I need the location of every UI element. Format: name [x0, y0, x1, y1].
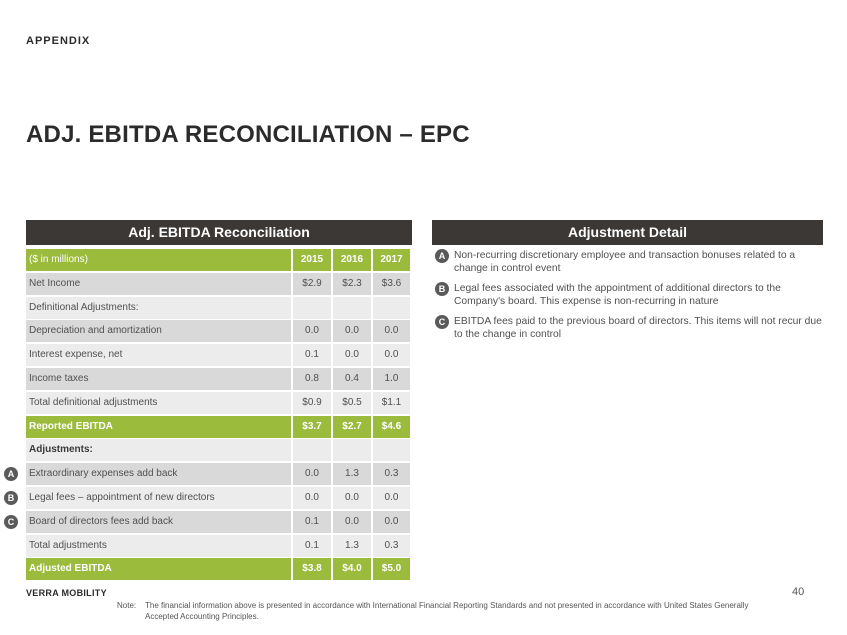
cell-value: $5.0 — [373, 558, 410, 580]
marker-c-badge: C — [4, 515, 18, 529]
cell-value — [333, 297, 371, 319]
table-header-row — [26, 249, 412, 271]
detail-item-a — [432, 249, 823, 275]
cell-value: 0.0 — [373, 511, 410, 533]
cell-value: $1.1 — [373, 392, 410, 414]
cell-value: 0.0 — [373, 344, 410, 366]
cell-value — [333, 439, 371, 461]
table-row-income-taxes — [26, 368, 412, 390]
cell-value: 0.0 — [293, 320, 331, 342]
page-number: 40 — [792, 586, 805, 598]
cell-value: $0.9 — [293, 392, 331, 414]
cell-value — [373, 439, 410, 461]
row-label: Adjusted EBITDA — [26, 558, 291, 580]
cell-value: 1.3 — [333, 463, 371, 485]
footnote-label: Note: — [117, 601, 137, 610]
marker-c-badge: C — [435, 315, 449, 329]
cell-value: $3.6 — [373, 273, 410, 295]
table-row-net-income — [26, 273, 412, 295]
table-row-depreciation — [26, 320, 412, 342]
adjustment-detail-panel-title: Adjustment Detail — [432, 220, 823, 245]
marker-a-badge: A — [435, 249, 449, 263]
row-label: Adjustments: — [26, 439, 291, 461]
row-label: Income taxes — [26, 368, 291, 390]
cell-value: $2.9 — [293, 273, 331, 295]
detail-item-b — [432, 282, 823, 308]
row-label: Board of directors fees add back — [26, 511, 291, 533]
row-label: Extraordinary expenses add back — [26, 463, 291, 485]
cell-value: 0.0 — [373, 487, 410, 509]
cell-value: 0.3 — [373, 535, 410, 557]
cell-value — [373, 297, 410, 319]
cell-value: $2.3 — [333, 273, 371, 295]
table-row-adjusted-ebitda — [26, 558, 412, 580]
row-label: Total definitional adjustments — [26, 392, 291, 414]
cell-value: 0.0 — [333, 320, 371, 342]
row-label: Legal fees – appointment of new directors — [26, 487, 291, 509]
cell-value: $3.8 — [293, 558, 331, 580]
year-header: 2016 — [333, 249, 371, 271]
cell-value: $4.6 — [373, 416, 410, 438]
cell-value: $4.0 — [333, 558, 371, 580]
table-row-adjustments-heading — [26, 439, 412, 461]
row-label: Definitional Adjustments: — [26, 297, 291, 319]
cell-value: 0.0 — [333, 487, 371, 509]
footer-brand: VERRA MOBILITY — [26, 588, 107, 598]
footnote — [117, 600, 777, 622]
cell-value: 0.1 — [293, 344, 331, 366]
marker-b-badge: B — [435, 282, 449, 296]
table-row-total-definitional — [26, 392, 412, 414]
cell-value: $0.5 — [333, 392, 371, 414]
units-label: ($ in millions) — [26, 249, 291, 271]
row-label: Reported EBITDA — [26, 416, 291, 438]
table-row-legal-fees — [7, 487, 412, 509]
table-row-board-fees — [7, 511, 412, 533]
cell-value: 0.3 — [373, 463, 410, 485]
cell-value: 0.1 — [293, 511, 331, 533]
row-label: Total adjustments — [26, 535, 291, 557]
detail-text: EBITDA fees paid to the previous board of directors. This items will not recur due to the change in control — [454, 316, 822, 340]
marker-a-badge: A — [4, 467, 18, 481]
cell-value: $2.7 — [333, 416, 371, 438]
adjustment-detail-list — [432, 249, 823, 348]
cell-value: 1.3 — [333, 535, 371, 557]
reconciliation-table — [7, 249, 412, 582]
table-row-definitional-adjustments — [26, 297, 412, 319]
table-row-extraordinary-expenses — [7, 463, 412, 485]
cell-value: 0.8 — [293, 368, 331, 390]
cell-value: 0.0 — [373, 320, 410, 342]
row-label: Depreciation and amortization — [26, 320, 291, 342]
cell-value: 0.0 — [293, 463, 331, 485]
section-label: APPENDIX — [26, 35, 91, 47]
cell-value: 1.0 — [373, 368, 410, 390]
year-header: 2017 — [373, 249, 410, 271]
detail-item-c — [432, 315, 823, 341]
row-label: Interest expense, net — [26, 344, 291, 366]
marker-b-badge: B — [4, 491, 18, 505]
table-row-reported-ebitda — [26, 416, 412, 438]
detail-text: Legal fees associated with the appointment of additional directors to the Company's board. This expense is non-recurring in nature — [454, 283, 781, 307]
cell-value: 0.0 — [293, 487, 331, 509]
cell-value: 0.4 — [333, 368, 371, 390]
footnote-text: The financial information above is presented in accordance with International Financial Reporting Standards and not presented in accordance with United States Generally Accepted Accounting Principles. — [145, 601, 749, 621]
page-title: ADJ. EBITDA RECONCILIATION – EPC — [26, 121, 470, 148]
table-row-total-adjustments — [26, 535, 412, 557]
cell-value: 0.0 — [333, 511, 371, 533]
cell-value: 0.0 — [333, 344, 371, 366]
reconciliation-panel-title: Adj. EBITDA Reconciliation — [26, 220, 412, 245]
table-row-interest-expense — [26, 344, 412, 366]
detail-text: Non-recurring discretionary employee and transaction bonuses related to a change in control event — [454, 250, 796, 274]
cell-value — [293, 439, 331, 461]
cell-value: 0.1 — [293, 535, 331, 557]
year-header: 2015 — [293, 249, 331, 271]
cell-value: $3.7 — [293, 416, 331, 438]
cell-value — [293, 297, 331, 319]
row-label: Net Income — [26, 273, 291, 295]
